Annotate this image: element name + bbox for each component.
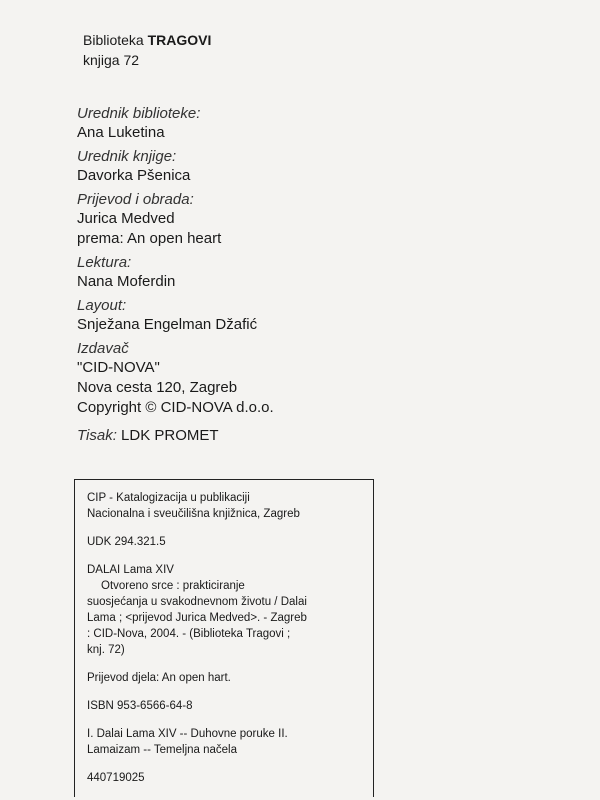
cip-description-line: knj. 72) (87, 644, 125, 656)
print-value: LDK PROMET (121, 427, 219, 444)
cip-original-title: Prijevod djela: An open hart. (87, 672, 231, 684)
credit-label: Layout: (77, 297, 127, 314)
cip-isbn: ISBN 953-6566-64-8 (87, 700, 193, 712)
credit-label: Urednik biblioteke: (77, 105, 201, 122)
cip-description-line: suosjećanja u svakodnevnom životu / Dalai (87, 596, 307, 608)
series-prefix: Biblioteka (83, 32, 144, 48)
credit-value: Jurica Medved (77, 210, 175, 227)
print-label: Tisak: (77, 427, 117, 444)
credit-translation (77, 191, 274, 249)
cip-subject-line: Lamaizam -- Temeljna načela (87, 744, 237, 756)
cip-header-line: CIP - Katalogizacija u publikaciji (87, 492, 250, 504)
publisher-block (77, 340, 274, 418)
publisher-copyright: Copyright © CID-NOVA d.o.o. (77, 399, 274, 416)
credit-proofreading (77, 254, 274, 292)
cip-record (74, 479, 374, 797)
cip-description-line: : CID-Nova, 2004. - (Biblioteka Tragovi ; (87, 628, 291, 640)
cip-subject-line: I. Dalai Lama XIV -- Duhovne poruke II. (87, 728, 288, 740)
print-block (77, 426, 274, 446)
cip-number: 440719025 (87, 772, 145, 784)
credit-book-editor (77, 148, 274, 186)
credit-value: Snježana Engelman Džafić (77, 316, 258, 333)
cip-description-line: Lama ; <prijevod Jurica Medved>. - Zagreb (87, 612, 307, 624)
credits (77, 105, 274, 451)
credit-value: Davorka Pšenica (77, 167, 191, 184)
cip-udk: UDK 294.321.5 (87, 536, 166, 548)
publisher-label: Izdavač (77, 340, 129, 357)
credit-label: Urednik knjige: (77, 148, 177, 165)
series-info (83, 30, 211, 70)
credit-label: Prijevod i obrada: (77, 191, 194, 208)
cip-header-line: Nacionalna i sveučilišna knjižnica, Zagreb (87, 508, 300, 520)
credit-layout (77, 297, 274, 335)
publisher-address: Nova cesta 120, Zagreb (77, 379, 238, 396)
credit-series-editor (77, 105, 274, 143)
credit-value: Nana Moferdin (77, 273, 176, 290)
credit-label: Lektura: (77, 254, 132, 271)
credit-value: Ana Luketina (77, 124, 165, 141)
series-name: TRAGOVI (147, 32, 212, 48)
series-title (83, 30, 211, 50)
credit-value: prema: An open heart (77, 230, 222, 247)
cip-description-line: Otvoreno srce : prakticiranje (101, 580, 245, 592)
cip-author: DALAI Lama XIV (87, 564, 174, 576)
publisher-name: "CID-NOVA" (77, 359, 160, 376)
series-volume: knjiga 72 (83, 52, 140, 68)
